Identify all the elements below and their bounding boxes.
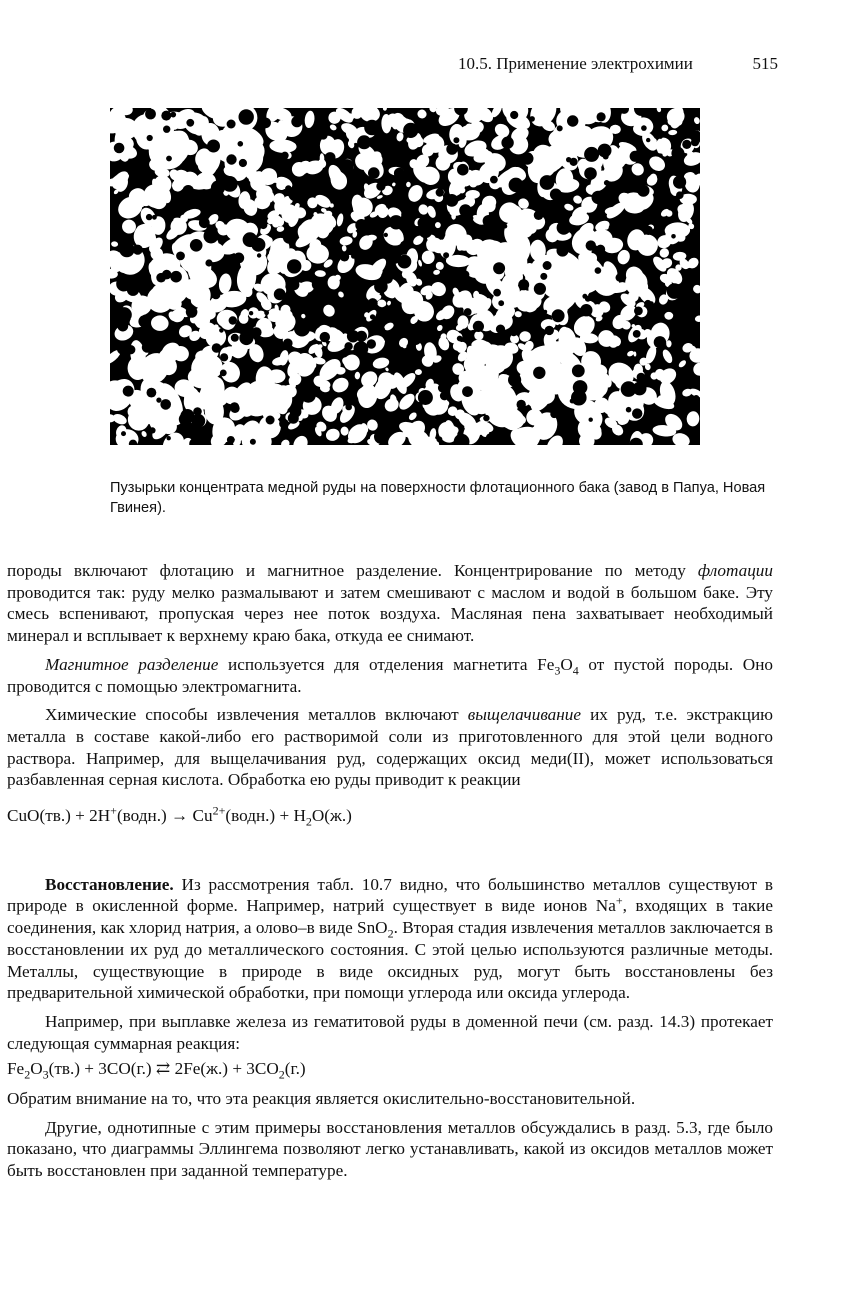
paragraph-leaching: Химические способы извлечения металлов включают выщелачивание их руд, т.е. экстракцию металла в составе какой-либо его растворимой соли из приготовленного для этой цели водного раствора. Например, для выщелачивания руд, содержащих оксид меди(II), может использоваться разбавленная серная кислота. Обработка ею руды приводит к реакции xyxy=(7,705,773,790)
paragraph-magnetic: Магнитное разделение используется для отделения магнетита $Fe_3O_4$ от пустой породы. Оно проводится с помощью электромагнита. xyxy=(7,654,773,696)
equation-iron-reduction: $Fe_2O_3(тв.) + 3CO(г.)$ ⇄ $2Fe(ж.) + 3CO_2(г.)$ xyxy=(7,1059,306,1082)
heading-reduction: Восстановление. xyxy=(45,874,174,894)
paragraph-reduction: Восстановление. Из рассмотрения табл. 10.7 видно, что большинство металлов существуют в природе в окисленной форме. Например, натрий существует в виде ионов Na+, входящих в такие соединения, как хлорид натрия, а олово–в виде SnO$_2$. Вторая стадия извлечения металлов заключается в восстановлении их руд до металлического состояния. С этой целью используются различные методы. Металлы, существующие в природе в виде оксидных руд, могут быть восстановлены без предварительной химической обработки, при помощи углерода или оксида углерода. xyxy=(7,874,773,1003)
running-header xyxy=(458,54,778,78)
paragraph-redox-note: Обратим внимание на то, что эта реакция является окислительно-восстановительной. xyxy=(7,1089,636,1109)
term-magnetic-separation: Магнитное разделение xyxy=(45,654,219,674)
equation-copper-leaching: CuO(тв.) + 2H+(водн.) → $Cu^{2+}(водн.) + H_2O(ж.)$ xyxy=(7,803,352,829)
section-title: 10.5. Применение электрохимии xyxy=(458,54,693,73)
figure-caption: Пузырьки концентрата медной руды на поверхности флотационного бака (завод в Папуа, Новая Гвинея). xyxy=(110,480,766,516)
paragraph-flotation: породы включают флотацию и магнитное разделение. Концентрирование по методу флотации проводится так: руду мелко размалывают и затем смешивают с маслом и водой в большом баке. Эту смесь вспенивают, пропуская через нее поток воздуха. Масляная пена захватывает необходимый минерал и всплывает к верхнему краю бака, откуда ее снимают. xyxy=(7,561,773,646)
ore-bubbles-photo xyxy=(110,108,700,445)
paragraph-ellingham: Другие, однотипные с этим примеры восстановления металлов обсуждались в разд. 5.3, где было показано, что диаграммы Эллингема позволяют легко устанавливать, какой из оксидов металлов может быть восстановлен при заданной температуре. xyxy=(7,1117,773,1181)
page-number: 515 xyxy=(752,54,778,73)
bubbles-texture xyxy=(110,108,700,445)
paragraph-blast-furnace: Например, при выплавке железа из гематитовой руды в доменной печи (см. разд. 14.3) протекает следующая суммарная реакция: xyxy=(7,1011,773,1053)
main-text xyxy=(7,560,773,1182)
term-flotation: флотации xyxy=(697,561,773,580)
term-leaching: выщелачивание xyxy=(467,705,582,725)
